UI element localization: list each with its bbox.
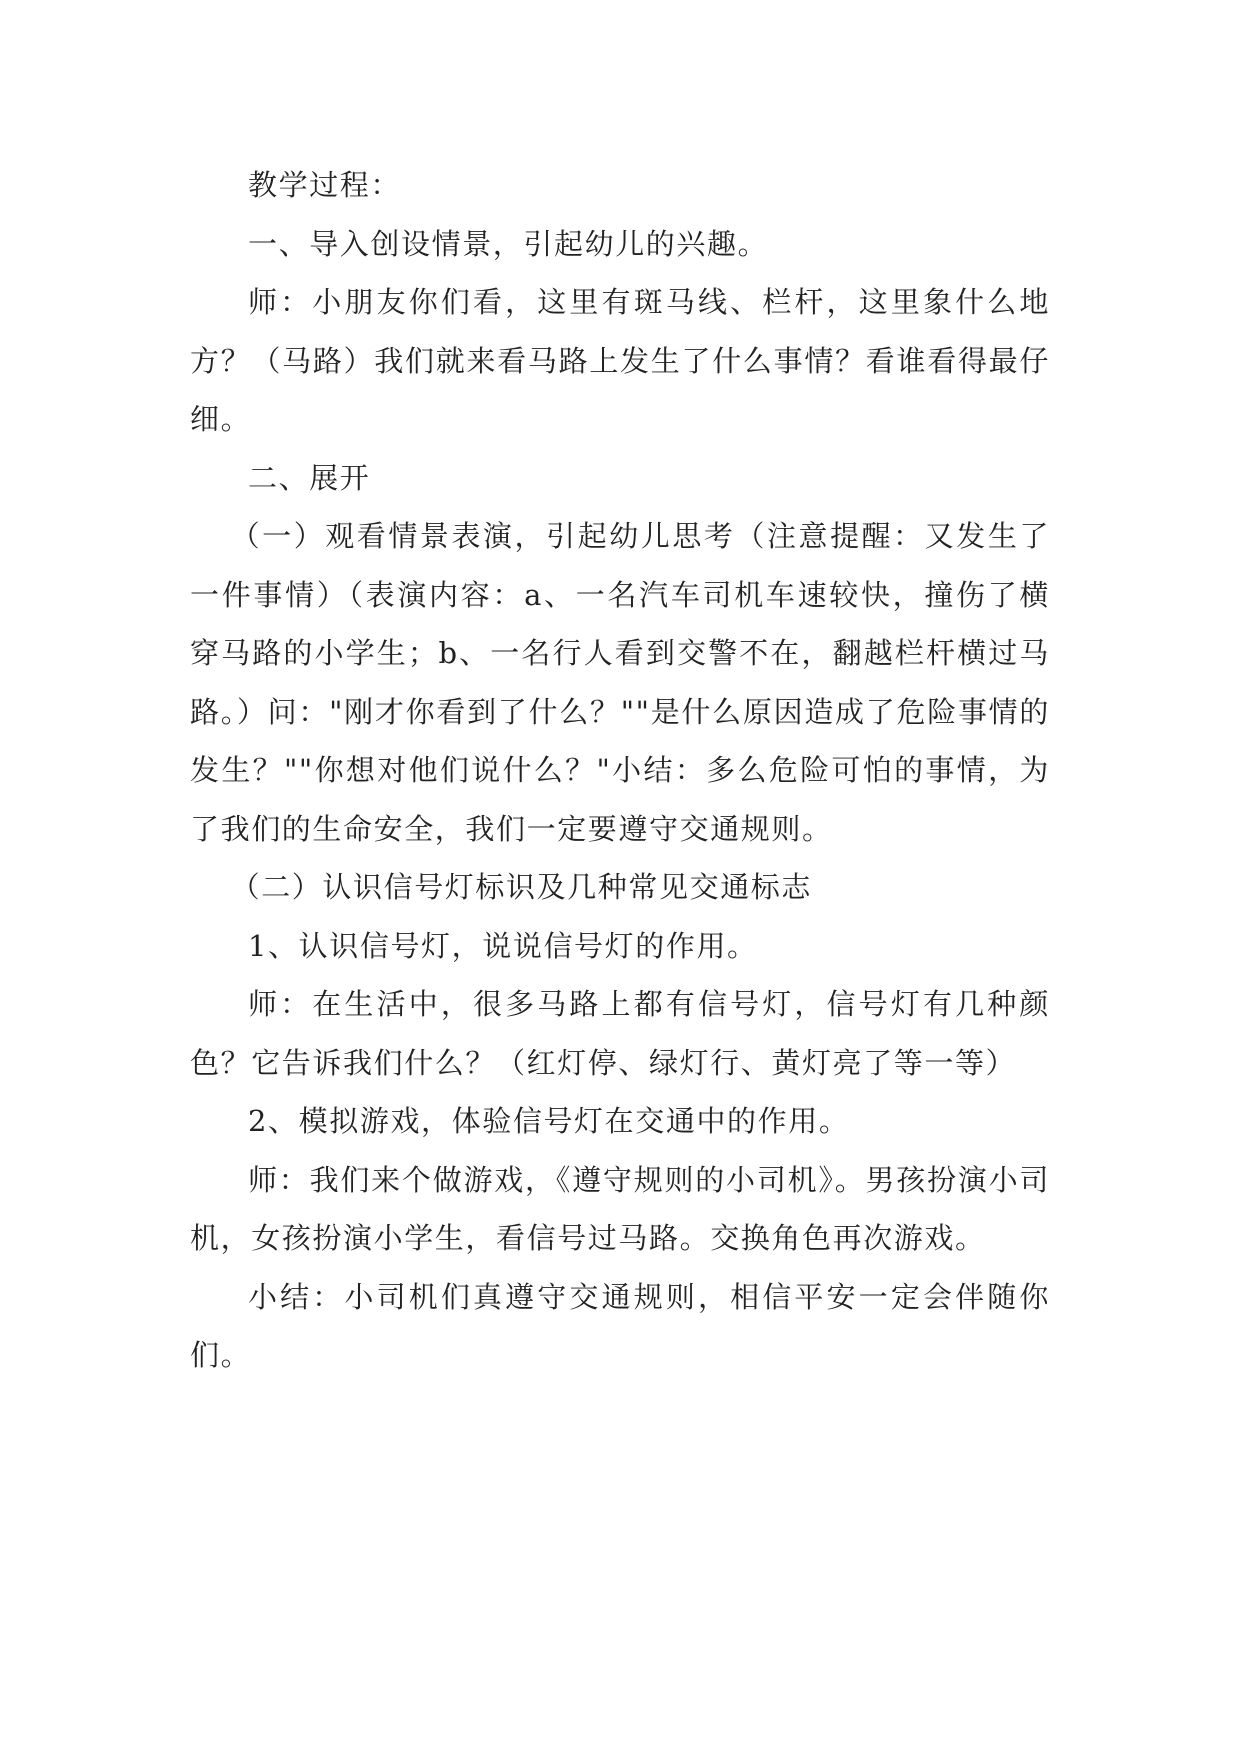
document-page — [190, 156, 1050, 1385]
paragraph-teacher-intro: 师：小朋友你们看，这里有斑马线、栏杆，这里象什么地方？（马路）我们就来看马路上发生了什么事情？看谁看得最仔细。 — [190, 285, 1050, 436]
section-heading-teaching-process: 教学过程： — [248, 168, 402, 202]
item-simulation-game: 2、模拟游戏，体验信号灯在交通中的作用。 — [248, 1104, 850, 1138]
item-recognize-signal-lights: 1、认识信号灯，说说信号灯的作用。 — [248, 928, 758, 963]
section-heading-introduction: 一、导入创设情景，引起幼儿的兴趣。 — [248, 226, 769, 261]
subheading-traffic-signs: （二）认识信号灯标识及几种常见交通标志 — [230, 870, 812, 904]
paragraph-scenario-performance: （一）观看情景表演，引起幼儿思考（注意提醒：又发生了一件事情）（表演内容：a、一名汽车司机车速较快，撞伤了横穿马路的小学生；b、一名行人看到交警不在，翻越栏杆横过马路。）问："刚才你看到了什么？""是什么原因造成了危险事情的发生？""你想对他们说什么？"小结：多么危险可怕的事情，为了我们的生命安全，我们一定要遵守交通规则。 — [190, 519, 1050, 846]
paragraph-summary: 小结：小司机们真遵守交通规则，相信平安一定会伴随你们。 — [190, 1279, 1050, 1372]
paragraph-game-description: 师：我们来个做游戏，《遵守规则的小司机》。男孩扮演小司机，女孩扮演小学生，看信号过马路。交换角色再次游戏。 — [190, 1162, 1050, 1255]
section-heading-develop: 二、展开 — [248, 460, 371, 495]
paragraph-signal-colors: 师：在生活中，很多马路上都有信号灯，信号灯有几种颜色？它告诉我们什么？（红灯停、绿灯行、黄灯亮了等一等） — [190, 987, 1050, 1080]
